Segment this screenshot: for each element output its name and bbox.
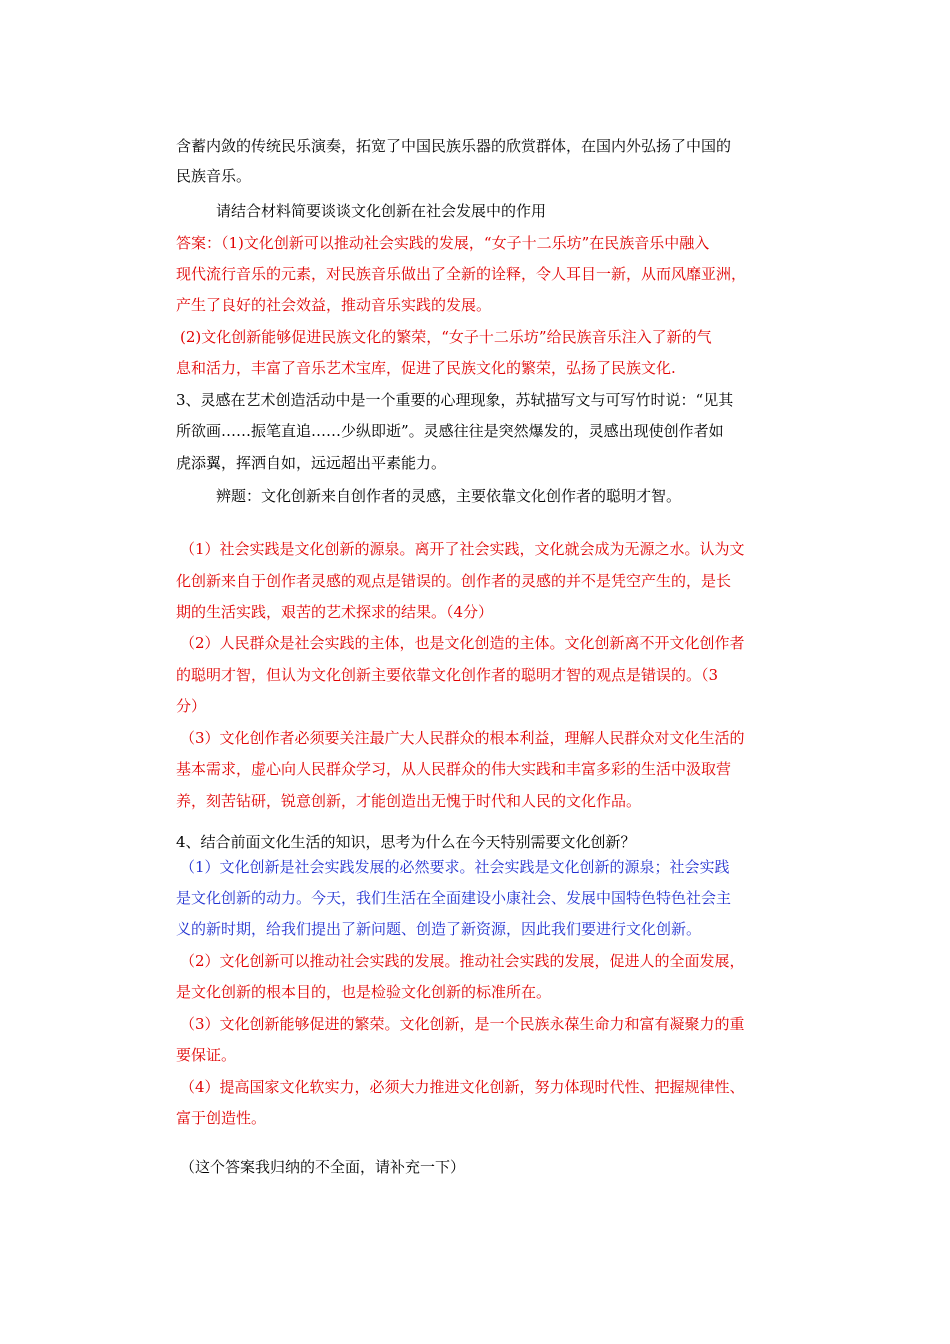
answer-line: 是文化创新的动力。今天，我们生活在全面建设小康社会、发展中国特色特色社会主 (176, 889, 732, 907)
answer-line: 现代流行音乐的元素，对民族音乐做出了全新的诠释，令人耳目一新，从而风靡亚洲， (176, 265, 747, 283)
answer-line: （3）文化创作者必须要关注最广大人民群众的根本利益，理解人民群众对文化生活的 (180, 729, 745, 747)
question-4-line: 4、结合前面文化生活的知识，思考为什么在今天特别需要文化创新？ (176, 833, 636, 851)
answer-line: 化创新来自于创作者灵感的观点是错误的。创作者的灵感的并不是凭空产生的，是长 (176, 572, 732, 590)
question-3-prompt: 辨题：文化创新来自创作者的灵感，主要依靠文化创作者的聪明才智。 (216, 487, 682, 505)
answer-line: 分） (176, 697, 207, 715)
answer-line: 富于创造性。 (176, 1109, 267, 1127)
answer-line: 息和活力，丰富了音乐艺术宝库，促进了民族文化的繁荣，弘扬了民族文化. (176, 359, 676, 377)
answer-line: （3）文化创新能够促进的繁荣。文化创新，是一个民族永葆生命力和富有凝聚力的重 (180, 1015, 745, 1033)
question-3-line: 3、灵感在艺术创造活动中是一个重要的心理现象，苏轼描写文与可写竹时说：“见其 (176, 391, 734, 409)
answer-line: （2）文化创新可以推动社会实践的发展。推动社会实践的发展，促进人的全面发展， (180, 952, 745, 970)
answer-line: 基本需求，虚心向人民群众学习，从人民群众的伟大实践和丰富多彩的生活中汲取营 (176, 760, 732, 778)
question-prompt: 请结合材料简要谈谈文化创新在社会发展中的作用 (216, 202, 547, 220)
answer-line: 义的新时期，给我们提出了新问题、创造了新资源，因此我们要进行文化创新。 (176, 920, 702, 938)
answer-line: （4）提高国家文化软实力，必须大力推进文化创新，努力体现时代性、把握规律性、 (180, 1078, 745, 1096)
question-3-line: 所欲画……振笔直追……少纵即逝”。灵感往往是突然爆发的，灵感出现使创作者如 (176, 422, 724, 440)
closing-note: （这个答案我归纳的不全面，请补充一下） (180, 1158, 466, 1176)
question-3-line: 虎添翼，挥洒自如，远远超出平素能力。 (176, 454, 447, 472)
answer-line: 是文化创新的根本目的，也是检验文化创新的标准所在。 (176, 983, 552, 1001)
answer-line: （1）社会实践是文化创新的源泉。离开了社会实践，文化就会成为无源之水。认为文 (180, 540, 745, 558)
answer-line: 的聪明才智，但认为文化创新主要依靠文化创作者的聪明才智的观点是错误的。（3 (176, 666, 719, 684)
answer-line: （2）人民群众是社会实践的主体，也是文化创造的主体。文化创新离不开文化创作者 (180, 634, 745, 652)
answer-line: 养，刻苦钻研，锐意创新，才能创造出无愧于时代和人民的文化作品。 (176, 792, 642, 810)
answer-line: (2)文化创新能够促进民族文化的繁荣，“女子十二乐坊”给民族音乐注入了新的气 (180, 328, 712, 346)
answer-line: 答案：（1)文化创新可以推动社会实践的发展，“女子十二乐坊”在民族音乐中融入 (176, 234, 710, 252)
answer-line: 要保证。 (176, 1046, 237, 1064)
answer-line: 期的生活实践，艰苦的艺术探求的结果。（4分） (176, 603, 494, 621)
paragraph-line: 民族音乐。 (176, 167, 252, 185)
answer-line: （1）文化创新是社会实践发展的必然要求。社会实践是文化创新的源泉；社会实践 (180, 858, 730, 876)
paragraph-line: 含蓄内敛的传统民乐演奏，拓宽了中国民族乐器的欣赏群体，在国内外弘扬了中国的 (176, 137, 732, 155)
answer-line: 产生了良好的社会效益，推动音乐实践的发展。 (176, 296, 492, 314)
